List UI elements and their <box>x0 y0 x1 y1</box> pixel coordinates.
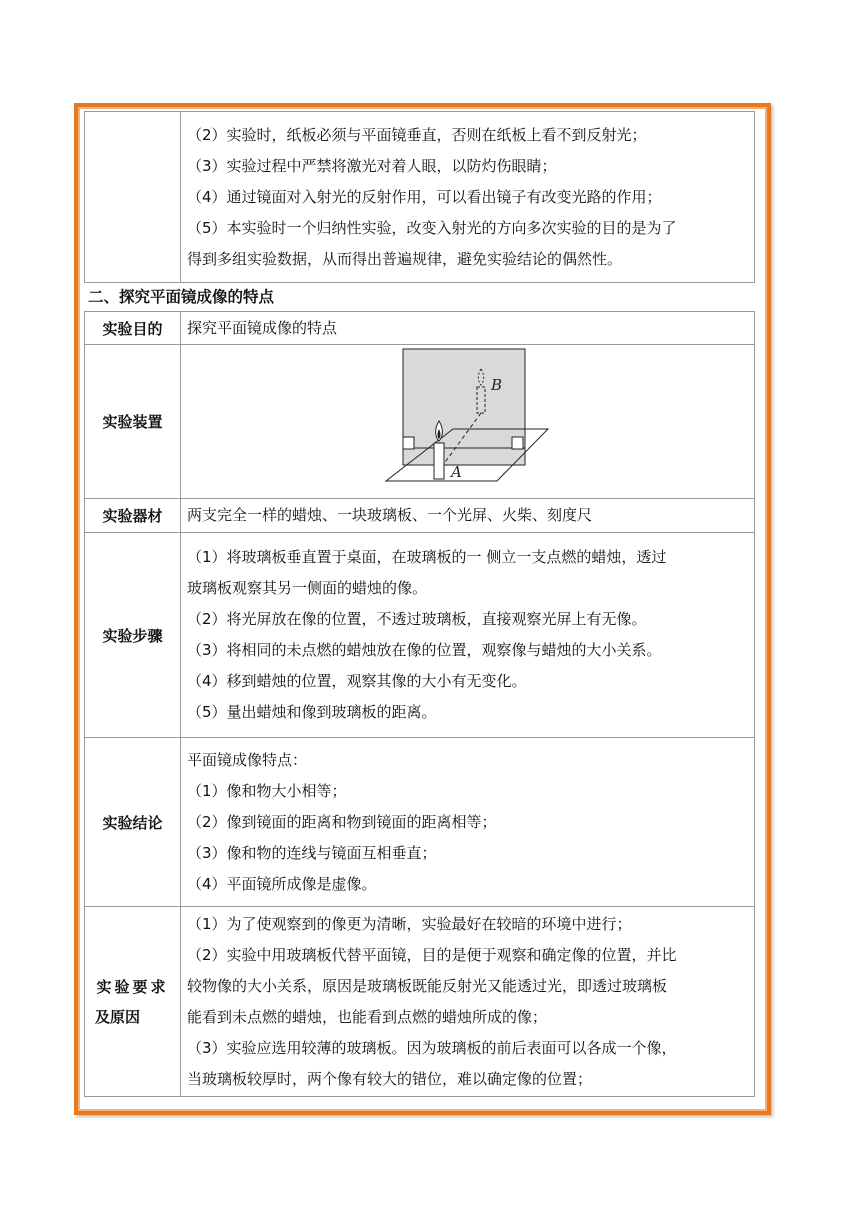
step-line: 玻璃板观察其另一侧面的蜡烛的像。 <box>187 579 428 597</box>
row-materials <box>85 499 755 533</box>
conclusion-line: （3）像和物的连线与镜面互相垂直； <box>187 843 437 862</box>
steps-content <box>181 533 755 738</box>
requirement-line: 当玻璃板较厚时，两个像有较大的错位，难以确定像的位置； <box>187 1069 593 1088</box>
conclusion-line: （2）像到镜面的距离和物到镜面的距离相等； <box>187 812 497 831</box>
top-table-content <box>181 112 755 283</box>
materials-text: 两支完全一样的蜡烛、一块玻璃板、一个光屏、火柴、刻度尺 <box>181 499 755 533</box>
left-support <box>403 437 414 449</box>
row-apparatus <box>85 345 755 499</box>
label-materials: 实验器材 <box>85 499 181 533</box>
row-steps <box>85 533 755 738</box>
step-line: （4）移到蜡烛的位置，观察其像的大小有无变化。 <box>187 672 527 690</box>
plane-mirror-apparatus-diagram <box>181 345 756 498</box>
label-purpose: 实验目的 <box>85 312 181 345</box>
top-table-label-cell <box>85 112 181 283</box>
requirement-line: 能看到未点燃的蜡烛，也能看到点燃的蜡烛所成的像； <box>187 1007 548 1026</box>
requirement-line: 较物像的大小关系，原因是玻璃板既能反射光又能透过光，即透过玻璃板 <box>187 976 668 995</box>
requirement-line: （2）实验中用玻璃板代替平面镜，目的是便于观察和确定像的位置，并比 <box>187 945 677 964</box>
right-support <box>512 437 523 449</box>
row-requirements <box>85 907 755 1097</box>
row-purpose <box>85 312 755 345</box>
text-line: 得到多组实验数据，从而得出普遍规律，避免实验结论的偶然性。 <box>187 249 623 268</box>
apparatus-cell <box>181 345 755 499</box>
text-line: （2）实验时，纸板必须与平面镜垂直，否则在纸板上看不到反射光； <box>187 125 647 144</box>
conclusion-content <box>181 738 755 907</box>
label-requirements <box>85 907 181 1097</box>
step-line: （1）将玻璃板垂直置于桌面，在玻璃板的一 侧立一支点燃的蜡烛，透过 <box>187 548 667 566</box>
top-table <box>84 111 755 283</box>
document-body <box>84 111 755 1097</box>
section-title: 二、探究平面镜成像的特点 <box>88 288 275 306</box>
step-line: （2）将光屏放在像的位置，不透过玻璃板，直接观察光屏上有无像。 <box>187 610 647 628</box>
conclusion-line: （4）平面镜所成像是虚像。 <box>187 874 377 893</box>
label-steps: 实验步骤 <box>85 533 181 738</box>
requirement-line: （3）实验应选用较薄的玻璃板。因为玻璃板的前后表面可以各成一个像， <box>187 1038 677 1057</box>
step-line: （3）将相同的未点燃的蜡烛放在像的位置，观察像与蜡烛的大小关系。 <box>187 641 662 659</box>
conclusion-line: 平面镜成像特点： <box>187 750 308 769</box>
purpose-text: 探究平面镜成像的特点 <box>181 312 755 345</box>
text-line: （5）本实验时一个归纳性实验，改变入射光的方向多次实验的目的是为了 <box>187 218 677 237</box>
conclusion-line: （1）像和物大小相等； <box>187 781 347 800</box>
label-requirements-line2: 及原因 <box>95 1007 141 1026</box>
label-a: A <box>451 463 462 481</box>
row-conclusion <box>85 738 755 907</box>
top-table-row <box>85 112 755 283</box>
label-conclusion: 实验结论 <box>85 738 181 907</box>
label-requirements-line1: 实验要求 <box>96 977 169 996</box>
requirements-content <box>181 907 755 1097</box>
text-line: （4）通过镜面对入射光的反射作用，可以看出镜子有改变光路的作用； <box>187 187 662 206</box>
label-b: B <box>491 376 503 394</box>
text-line: （3）实验过程中严禁将激光对着人眼，以防灼伤眼睛； <box>187 156 557 175</box>
label-apparatus: 实验装置 <box>85 345 181 499</box>
step-line: （5）量出蜡烛和像到玻璃板的距离。 <box>187 703 437 721</box>
requirement-line: （1）为了使观察到的像更为清晰，实验最好在较暗的环境中进行； <box>187 914 632 933</box>
experiment-table <box>84 311 755 1097</box>
candle-a <box>434 443 444 479</box>
